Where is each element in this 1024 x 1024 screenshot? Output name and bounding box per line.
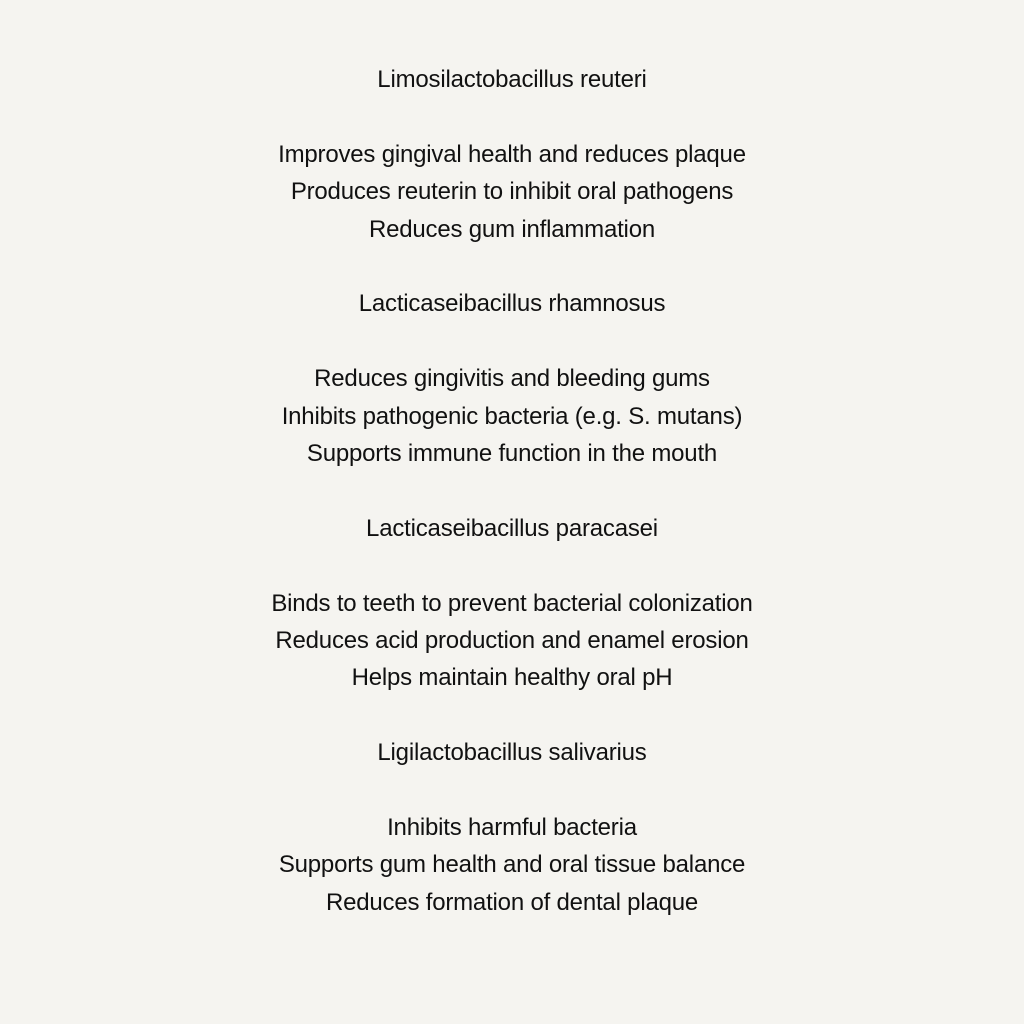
strain-section-salivarius	[0, 734, 1024, 921]
probiotic-strains-document	[0, 61, 1024, 921]
benefit-item: Reduces acid production and enamel erosion	[275, 627, 749, 655]
strain-name: Lacticaseibacillus paracasei	[366, 514, 658, 542]
benefit-item: Reduces gum inflammation	[368, 215, 655, 243]
benefit-item: Reduces gingivitis and bleeding gums	[314, 365, 710, 393]
strain-section-rhamnosus	[0, 285, 1024, 472]
benefit-list	[0, 136, 1024, 248]
strain-name: Lacticaseibacillus rhamnosus	[358, 290, 666, 318]
benefit-item: Produces reuterin to inhibit oral pathogens	[290, 178, 734, 206]
strain-name: Limosilactobacillus reuteri	[377, 66, 647, 93]
benefit-item: Reduces formation of dental plaque	[325, 888, 699, 916]
strain-name: Ligilactobacillus salivarius	[377, 739, 647, 767]
benefit-item: Inhibits harmful bacteria	[387, 814, 637, 842]
benefit-list	[0, 360, 1024, 472]
benefit-item: Supports gum health and oral tissue balance	[278, 851, 746, 879]
strain-section-reuteri	[0, 61, 1024, 248]
benefit-list	[0, 585, 1024, 697]
benefit-item: Supports immune function in the mouth	[306, 440, 718, 468]
benefit-item: Inhibits pathogenic bacteria (e.g. S. mutans)	[281, 402, 743, 430]
benefit-item: Binds to teeth to prevent bacterial colonization	[271, 589, 753, 617]
strain-section-paracasei	[0, 510, 1024, 697]
benefit-list	[0, 809, 1024, 921]
benefit-item: Improves gingival health and reduces plaque	[278, 140, 746, 168]
benefit-item: Helps maintain healthy oral pH	[351, 664, 673, 692]
